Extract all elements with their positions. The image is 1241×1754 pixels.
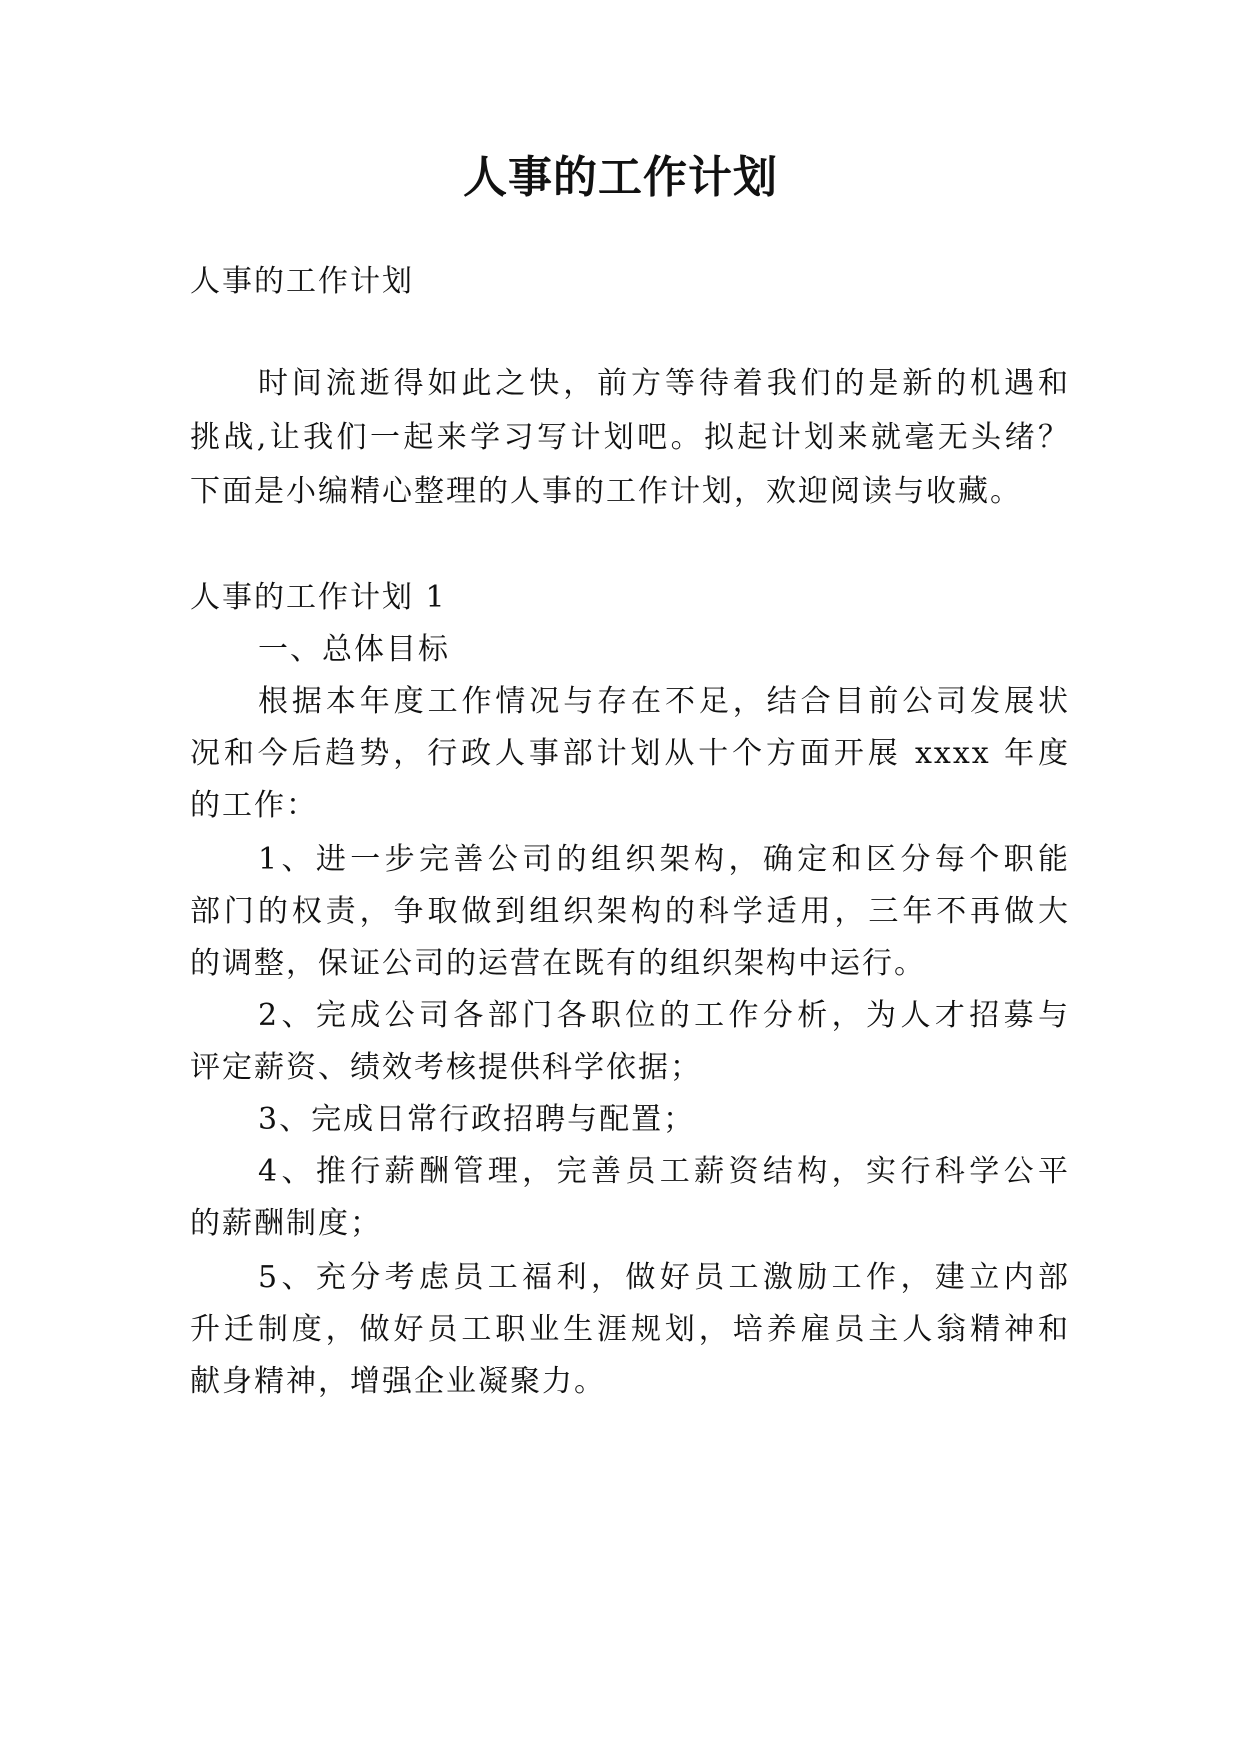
- document-title: 人事的工作计划: [463, 152, 778, 203]
- goal-paragraph-line-3: 的工作：: [190, 788, 318, 823]
- item-5-line-2: 升迁制度，做好员工职业生涯规划，培养雇员主人翁精神和: [190, 1312, 1070, 1347]
- item-1-line-2: 部门的权责，争取做到组织架构的科学适用，三年不再做大: [190, 894, 1070, 929]
- item-4-line-2: 的薪酬制度；: [190, 1206, 382, 1241]
- item-4-line-1: 4、推行薪酬管理，完善员工薪资结构，实行科学公平: [258, 1154, 1070, 1189]
- item-5-line-3: 献身精神，增强企业凝聚力。: [190, 1364, 606, 1399]
- item-2-line-1: 2、完成公司各部门各职位的工作分析，为人才招募与: [258, 998, 1070, 1033]
- goal-paragraph-line-1: 根据本年度工作情况与存在不足，结合目前公司发展状: [258, 684, 1070, 719]
- item-1-line-3: 的调整，保证公司的运营在既有的组织架构中运行。: [190, 946, 926, 981]
- section-heading: 人事的工作计划 1: [190, 580, 447, 615]
- goal-heading: 一、总体目标: [258, 632, 450, 667]
- intro-line-1: 时间流逝得如此之快，前方等待着我们的是新的机遇和: [258, 366, 1070, 401]
- intro-line-3: 下面是小编精心整理的人事的工作计划，欢迎阅读与收藏。: [190, 474, 1022, 509]
- document-subtitle: 人事的工作计划: [190, 264, 414, 299]
- intro-line-2: 挑战,让我们一起来学习写计划吧。拟起计划来就毫无头绪？: [190, 420, 1070, 455]
- item-1-line-1: 1、进一步完善公司的组织架构，确定和区分每个职能: [258, 842, 1070, 877]
- item-5-line-1: 5、充分考虑员工福利，做好员工激励工作，建立内部: [258, 1260, 1070, 1295]
- goal-paragraph-line-2: 况和今后趋势，行政人事部计划从十个方面开展 xxxx 年度: [190, 736, 1070, 771]
- item-3-line-1: 3、完成日常行政招聘与配置；: [258, 1102, 696, 1137]
- item-2-line-2: 评定薪资、绩效考核提供科学依据；: [190, 1050, 702, 1085]
